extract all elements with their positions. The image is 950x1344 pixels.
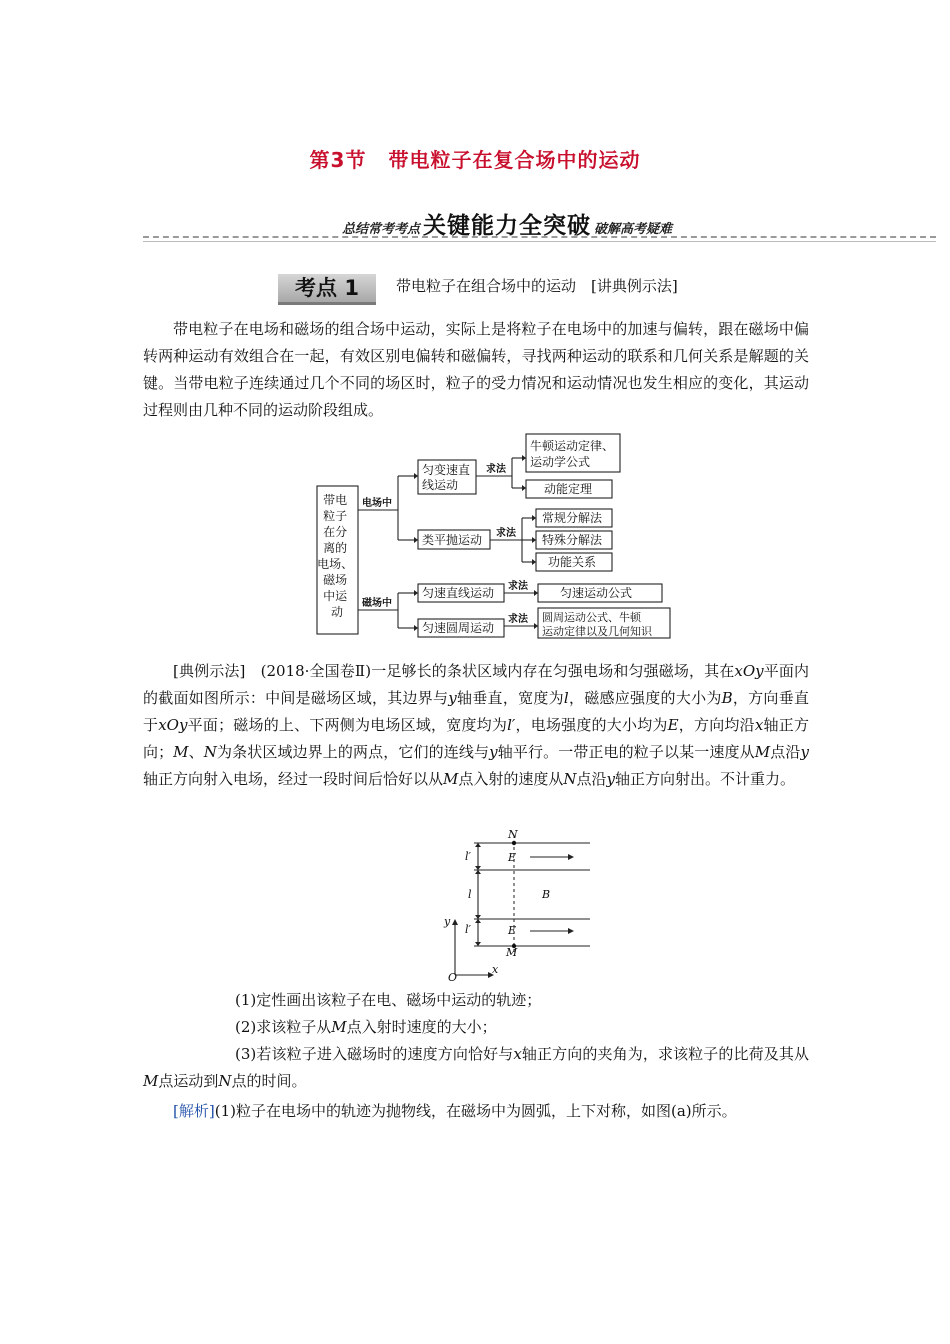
label-qiufa-2: 求法 (496, 528, 516, 539)
label-m: M (506, 946, 518, 959)
point-n (512, 841, 516, 845)
label-efield: 电场中 (362, 498, 392, 509)
intro-paragraph: 带电粒子在电场和磁场的组合场中运动，实际上是将粒子在电场中的加速与偏转，跟在磁场中偏转两种运动有效组合在一起，有效区别电偏转和磁偏转，寻找两种运动的联系和几何关系是解题的关键。当带电粒子连续通过几个不同的场区时，粒子的受力情况和运动情况也发生相应的变化，其运动过程则由几种不同的运动阶段组成。 (143, 320, 809, 419)
box-special-decomposition-text: 特殊分解法 (542, 533, 603, 547)
field-region-figure (438, 825, 618, 983)
label-qiufa-4: 求法 (508, 614, 528, 625)
example-lead: [典例示法] (173, 662, 246, 680)
diagram-root-text: 带电 粒子 在分 离的 电场、 磁场 中运 动 (317, 493, 354, 619)
label-lprime-lower: l′ (465, 923, 472, 936)
box-kinetic-energy-theorem-text: 动能定理 (544, 482, 593, 496)
section-number: 第3节 (309, 148, 367, 172)
kaodian-text: 带电粒子在组合场中的运动 [讲典例示法] (396, 277, 678, 295)
banner-rule (143, 236, 936, 238)
kaodian-label: 考点 1 (278, 274, 376, 305)
banner-right: 破解高考疑难 (594, 222, 673, 237)
label-l: l (468, 888, 472, 901)
box-regular-decomposition-text: 常规分解法 (542, 511, 603, 525)
label-lprime-upper: l′ (465, 850, 472, 863)
label-origin: O (448, 971, 458, 984)
example-source: (2018·全国卷Ⅱ) (260, 662, 372, 680)
analysis-label: [解析] (173, 1102, 215, 1120)
box-uniform-motion-formula-text: 匀速运动公式 (560, 586, 633, 600)
section-title: 带电粒子在复合场中的运动 (388, 148, 641, 172)
box-uniform-linear-text: 匀速直线运动 (422, 586, 495, 600)
label-b: B (542, 888, 551, 901)
label-bfield: 磁场中 (362, 598, 392, 609)
question-2: (2)求该粒子从M点入射时速度的大小； (235, 1018, 497, 1036)
label-e-upper: E (508, 851, 517, 864)
box-uniform-circular-text: 匀速圆周运动 (422, 621, 495, 635)
banner-left: 总结常考考点 (342, 222, 421, 237)
box-circular-newton-geometry-text: 圆周运动公式、牛顿 运动定律以及几何知识 (542, 611, 652, 638)
question-1: (1)定性画出该粒子在电、磁场中运动的轨迹； (235, 991, 542, 1009)
page-title (0, 144, 950, 173)
banner-main: 关键能力全突破 (423, 213, 592, 239)
box-projectile-like-text: 类平抛运动 (422, 533, 483, 547)
box-work-energy-text: 功能关系 (548, 555, 597, 569)
banner-rule-thin (143, 241, 936, 242)
analysis-paragraph: [解析](1)粒子在电场中的轨迹为抛物线，在磁场中为圆弧，上下对称，如图(a)所示。 (173, 1102, 737, 1120)
example-paragraph: [典例示法] (2018·全国卷Ⅱ)一足够长的条状区域内存在匀强电场和匀强磁场，其在xOy平面内的截面如图所示：中间是磁场区域，其边界与y轴垂直，宽度为l，磁感应强度的大小为B，方向垂直于xOy平面；磁场的上、下两侧为电场区域，宽度均为l′，电场强度的大小均为E，方向均沿x轴正方向；M、N为条状区域边界上的两点，它们的连线与y轴平行。一带正电的粒子以某一速度从M点沿y轴正方向射入电场，经过一段时间后恰好以从M点入射的速度从N点沿y轴正方向射出。不计重力。 (143, 662, 809, 788)
label-n: N (508, 828, 518, 841)
label-qiufa-3: 求法 (508, 581, 528, 592)
label-y-axis: y (444, 915, 451, 928)
method-flow-diagram (316, 439, 676, 638)
label-x-axis: x (492, 963, 499, 976)
label-e-lower: E (508, 924, 517, 937)
box-newton-kinematics-text: 牛顿运动定律、 运动学公式 (530, 439, 615, 469)
label-qiufa-1: 求法 (486, 464, 506, 475)
box-uniform-variable-linear-text: 匀变速直 线运动 (422, 463, 471, 492)
question-3: (3)若该粒子进入磁场时的速度方向恰好与x轴正方向的夹角为，求该粒子的比荷及其从M点运动到N点的时间。 (143, 1045, 809, 1090)
